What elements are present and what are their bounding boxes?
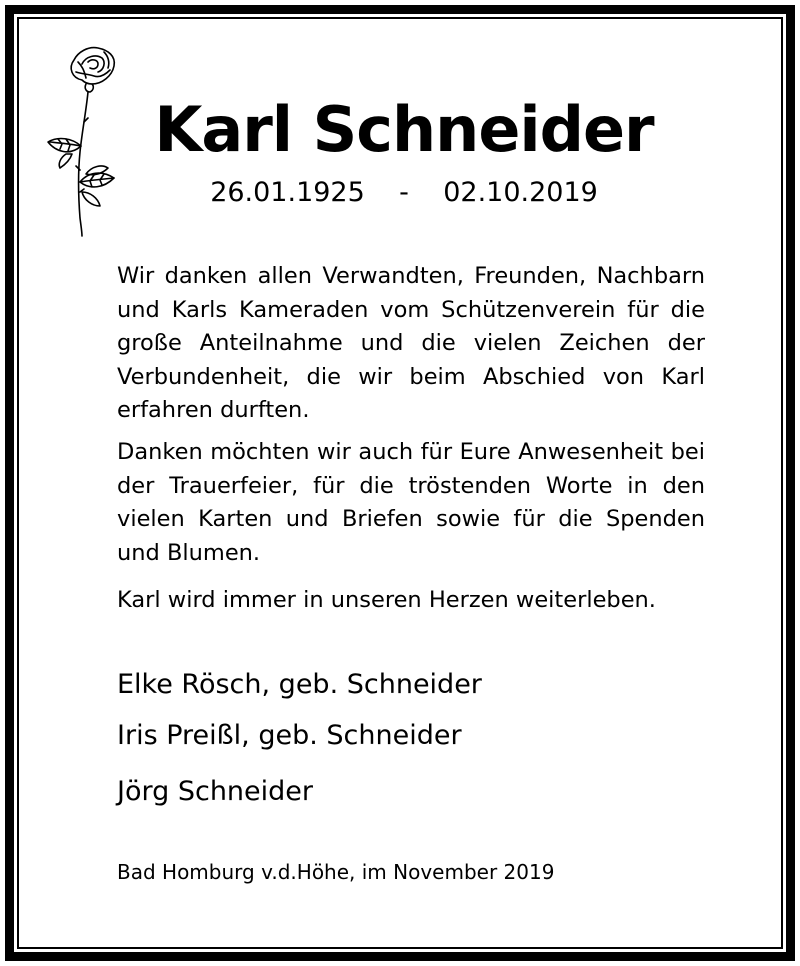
death-date: 02.10.2019 [443, 177, 598, 208]
signer-name: Iris Preißl, geb. Schneider [117, 720, 462, 751]
thanks-paragraph-2: Danken möchten wir auch für Eure Anwesenheit bei der Trauerfeier, für die tröstenden Worte in den vielen Karten und Briefen sowie für die Spenden und Blumen. [117, 439, 705, 566]
thanks-paragraph: Wir danken allen Verwandten, Freunden, Nachbarn und Karls Kameraden vom Schützenverein für die große Anteilnahme und die vielen Zeichen der Verbundenheit, die wir beim Abschied von Karl erfahren durften. [117, 263, 705, 423]
life-dates [0, 173, 800, 213]
deceased-name: Karl Schneider [154, 93, 654, 166]
closing-line: Karl wird immer in unseren Herzen weiterleben. [117, 587, 656, 613]
place-and-date: Bad Homburg v.d.Höhe, im November 2019 [117, 860, 555, 884]
birth-date: 26.01.1925 [210, 177, 365, 208]
signer-name: Jörg Schneider [117, 776, 314, 807]
signer-name: Elke Rösch, geb. Schneider [117, 669, 482, 700]
date-separator: - [399, 177, 409, 208]
